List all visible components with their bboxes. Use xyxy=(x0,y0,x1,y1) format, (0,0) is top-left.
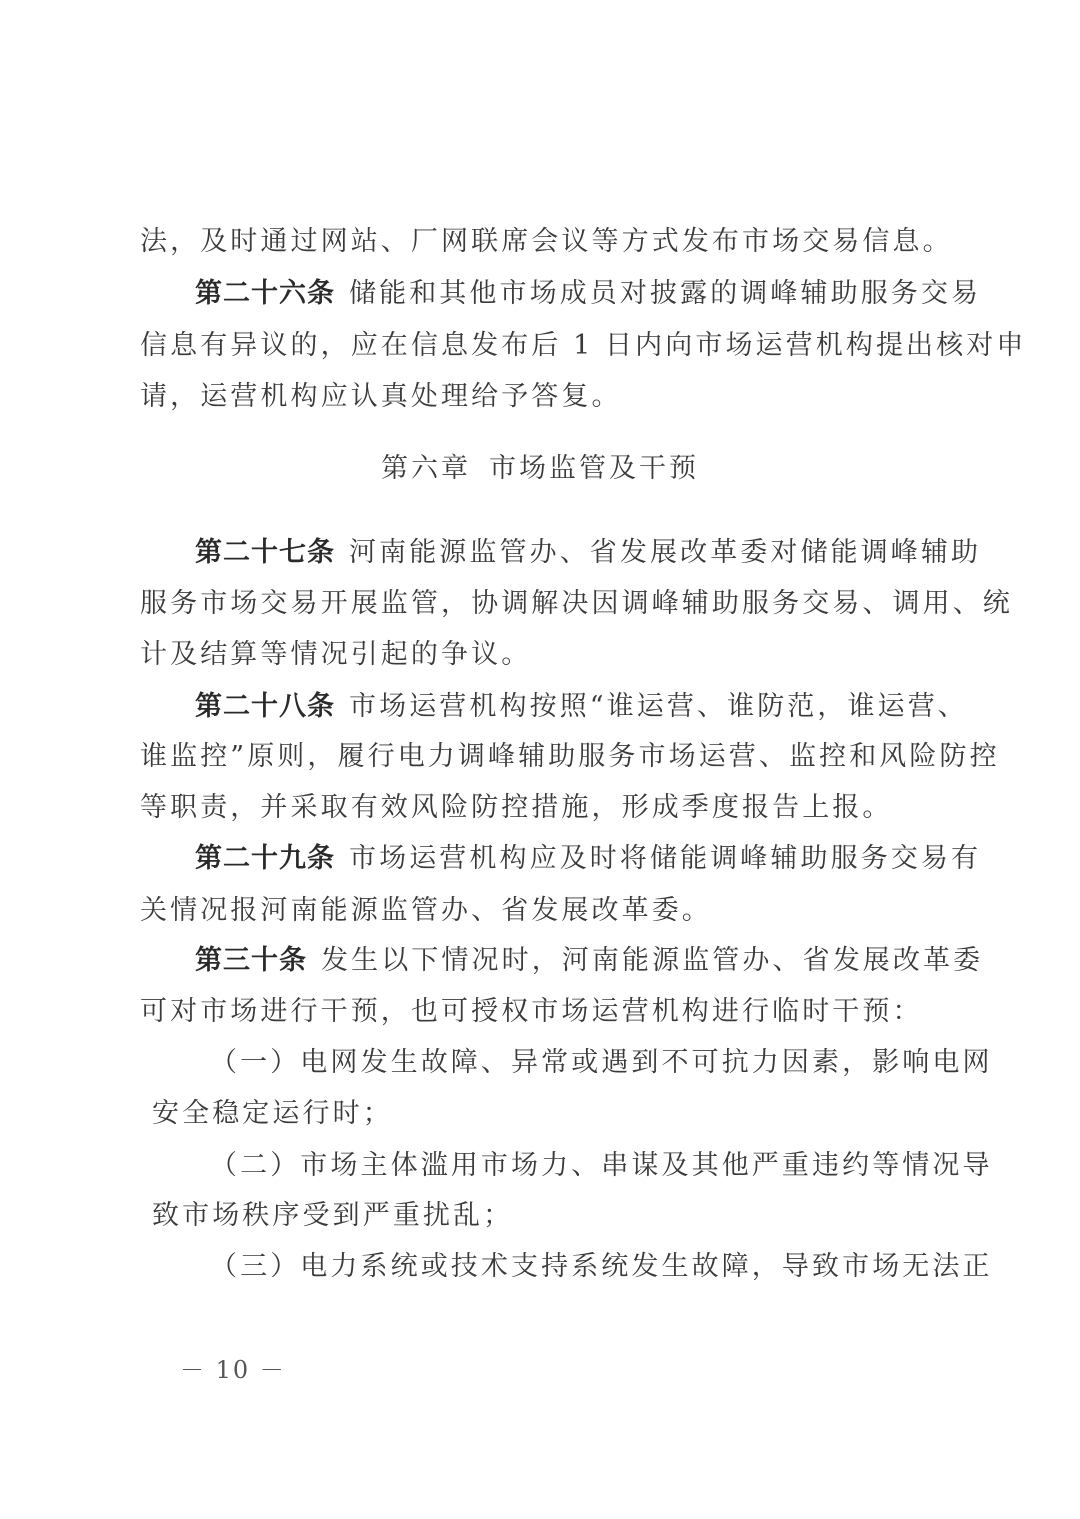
article-label: 第二十九条 xyxy=(195,843,335,874)
article-label: 第二十六条 xyxy=(195,278,335,309)
paragraph-line: 可对市场进行干预，也可授权市场运营机构进行临时干预： xyxy=(140,996,923,1027)
article-label: 第二十八条 xyxy=(195,691,335,722)
article-29 xyxy=(195,839,995,879)
article-text: 储能和其他市场成员对披露的调峰辅助服务交易 xyxy=(349,278,982,309)
article-label: 第三十条 xyxy=(195,945,307,976)
article-30 xyxy=(195,941,995,981)
article-28 xyxy=(195,687,995,727)
article-text: 发生以下情况时，河南能源监管办、省发展改革委 xyxy=(321,945,984,976)
page-number: － 10 － xyxy=(180,1356,286,1384)
paragraph-line: 服务市场交易开展监管，协调解决因调峰辅助服务交易、调用、统 xyxy=(140,588,1013,619)
paragraph-line: 关情况报河南能源监管办、省发展改革委。 xyxy=(140,895,712,926)
list-item-continuation: 致市场秩序受到严重扰乱； xyxy=(152,1200,514,1231)
paragraph-line: 等职责，并采取有效风险防控措施，形成季度报告上报。 xyxy=(140,792,893,823)
list-item: （三）电力系统或技术支持系统发生故障，导致市场无法正 xyxy=(210,1251,993,1282)
chapter-heading xyxy=(0,449,1080,489)
article-27 xyxy=(195,533,995,573)
paragraph-line: 信息有异议的，应在信息发布后 1 日内向市场运营机构提出核对申 xyxy=(140,330,1027,361)
chapter-number: 第六章 xyxy=(381,453,471,484)
paragraph-line: 计及结算等情况引起的争议。 xyxy=(140,639,532,670)
article-label: 第二十七条 xyxy=(195,537,335,568)
chapter-title: 市场监管及干预 xyxy=(489,453,699,484)
article-26 xyxy=(195,274,995,314)
list-item-continuation: 安全稳定运行时； xyxy=(152,1098,393,1129)
article-text: 市场运营机构按照“谁运营、谁防范，谁运营、 xyxy=(349,691,968,722)
list-item: （一）电网发生故障、异常或遇到不可抗力因素，影响电网 xyxy=(210,1047,993,1078)
article-text: 市场运营机构应及时将储能调峰辅助服务交易有 xyxy=(349,843,982,874)
article-text: 河南能源监管办、省发展改革委对储能调峰辅助 xyxy=(349,537,982,568)
paragraph-line: 谁监控”原则，履行电力调峰辅助服务市场运营、监控和风险防控 xyxy=(140,741,1000,772)
list-item: （二）市场主体滥用市场力、串谋及其他严重违约等情况导 xyxy=(210,1150,993,1181)
paragraph-line: 请，运营机构应认真处理给予答复。 xyxy=(140,381,622,412)
paragraph-line: 法，及时通过网站、厂网联席会议等方式发布市场交易信息。 xyxy=(140,226,953,257)
